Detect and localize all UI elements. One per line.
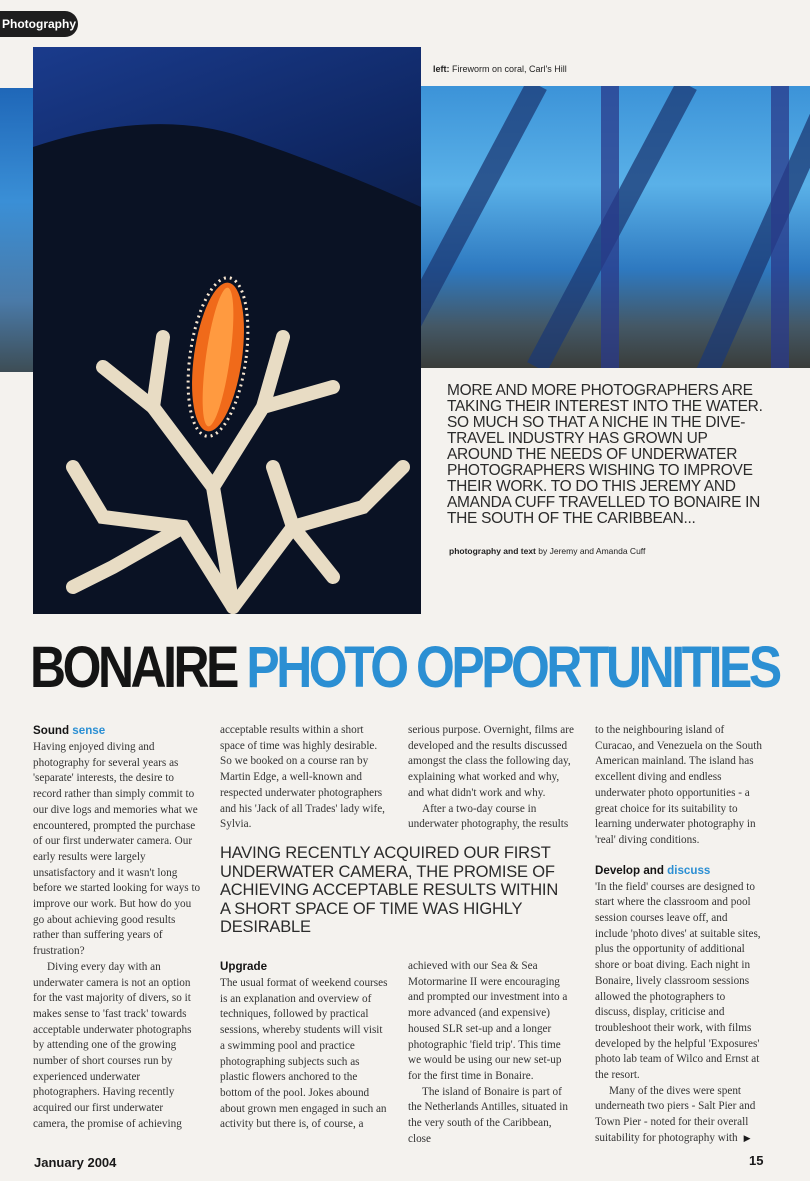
fireworm-coral-photo xyxy=(33,47,421,614)
subhead-upgrade: Upgrade xyxy=(220,960,268,973)
paragraph: Many of the dives were spent underneath two piers - Salt Pier and Town Pier - noted for their overall suitability for photography with xyxy=(595,1084,756,1144)
paragraph: Having enjoyed diving and photography for several years as 'separate' interests, the desire to record rather than simply commit to our dive logs and memories what we encountered, prompted the purchase of our first underwater camera. Our early results were largely unsatisfactory and it wasn't long before we started looking for ways to improve our work. But how do you go about achieving good results rather than suffering years of frustration? xyxy=(33,741,201,958)
section-tab-label: Photography xyxy=(2,17,76,31)
pier-pillar-2 xyxy=(771,86,789,368)
pier-beam-1 xyxy=(421,86,547,368)
paragraph: The usual format of weekend courses is an explanation and overview of techniques, followed by practical sessions, whereby students will visit a swimming pool and practice photographing subjects such as plastic flowers anchored to the bottom of the pool. Jokes abound about grown men engaged in such an activity but there is, of course, a xyxy=(220,977,388,1131)
section-tab xyxy=(0,11,78,37)
pull-quote: HAVING RECENTLY ACQUIRED OUR FIRST UNDERWATER CAMERA, THE PROMISE OF ACHIEVING ACCEPTABLE RESULTS WITHIN A SHORT SPACE OF TIME WAS HIGHLY DESIRABLE xyxy=(220,844,559,936)
body-column-3-bottom xyxy=(408,959,576,1147)
paragraph: acceptable results within a short space of time was highly desirable. So we booked on a course ran by Martin Edge, a well-known and respected underwater photographers and his 'Jack of all Trades' lady wife, Sylvia. xyxy=(220,724,385,831)
body-column-2-top xyxy=(220,723,388,833)
paragraph: serious purpose. Overnight, films are developed and the results discussed amongst the class the following day, explaining what worked and why, and what didn't work and why. xyxy=(408,724,574,799)
headline-part2: PHOTO OPPORTUNITIES xyxy=(246,635,779,700)
paragraph: to the neighbouring island of Curacao, and Venezuela on the South American mainland. The island has excellent diving and endless underwater photo opportunities - a great choice for its suitability to learning underwater photography in 'real' diving conditions. xyxy=(595,724,762,846)
article-headline xyxy=(30,632,779,704)
byline xyxy=(449,546,645,556)
paragraph: achieved with our Sea & Sea Motormarine II were encouraging and prompted our investment into a more advanced (and expensive) housed SLR set-up and a longer photographic 'field trip'. This time we would be using our new set-up for the first time in Bonaire. xyxy=(408,960,568,1082)
intro-standfirst: MORE AND MORE PHOTOGRAPHERS ARE TAKING THEIR INTEREST INTO THE WATER. SO MUCH SO THAT A NICHE IN THE DIVE-TRAVEL INDUSTRY HAS GROWN UP AROUND THE NEEDS OF UNDERWATER PHOTOGRAPHERS WISHING TO IMPROVE THEIR WORK. TO DO THIS JEREMY AND AMANDA CUFF TRAVELLED TO BONAIRE IN THE SOUTH OF THE CARIBBEAN... xyxy=(447,382,763,527)
byline-text: by Jeremy and Amanda Cuff xyxy=(538,546,646,556)
page-number: 15 xyxy=(749,1153,764,1168)
photo-caption-prefix: left: xyxy=(433,64,450,74)
fireworm-coral-illustration xyxy=(33,47,421,614)
paragraph: The island of Bonaire is part of the Netherlands Antilles, situated in the very south of the Caribbean, close xyxy=(408,1085,569,1145)
byline-prefix: photography and text xyxy=(449,546,536,556)
diver-photo-strip-left xyxy=(0,88,33,372)
pier-beam-3 xyxy=(697,86,810,368)
subhead-sound-sense xyxy=(33,723,201,739)
pier-pillar-1 xyxy=(601,86,619,368)
paragraph: After a two-day course in underwater photography, the results xyxy=(408,802,569,831)
paragraph: Diving every day with an underwater camera is not an option for the vast majority of divers, so it makes sense to 'fast track' towards acceptable underwater photographs by attending one of the growing number of short courses run by experienced underwater photographers. Having recently acquired our first underwater camera, the promise of achieving xyxy=(33,960,192,1130)
photo-caption-text: Fireworm on coral, Carl's Hill xyxy=(452,64,567,74)
continue-arrow-icon: ▶ xyxy=(743,1132,751,1143)
body-column-4 xyxy=(595,723,763,1147)
body-column-2-bottom xyxy=(220,959,388,1133)
body-column-1 xyxy=(33,723,201,1133)
paragraph: 'In the field' courses are designed to start where the classroom and pool session courses leave off, and include 'photo dives' at suitable sites, plus the opportunity of additional shore or boat diving. Each night in Bonaire, lively classroom sessions allowed the photographers to discuss, display, criticise and troubleshoot their work, with films developed by the helpful 'Exposures' photo lab team of Wilco and Ernst at the resort. xyxy=(595,880,761,1082)
subhead-develop: Develop and xyxy=(595,863,664,877)
subhead-sense: sense xyxy=(72,724,106,737)
body-column-3-top xyxy=(408,723,576,833)
photo-caption xyxy=(433,64,567,74)
subhead-sound: Sound xyxy=(33,724,70,737)
divers-under-pier-photo xyxy=(421,86,810,368)
subhead-develop-discuss xyxy=(595,863,763,879)
subhead-discuss: discuss xyxy=(667,863,711,877)
headline-part1: BONAIRE xyxy=(30,635,236,700)
footer-date: January 2004 xyxy=(34,1155,117,1170)
